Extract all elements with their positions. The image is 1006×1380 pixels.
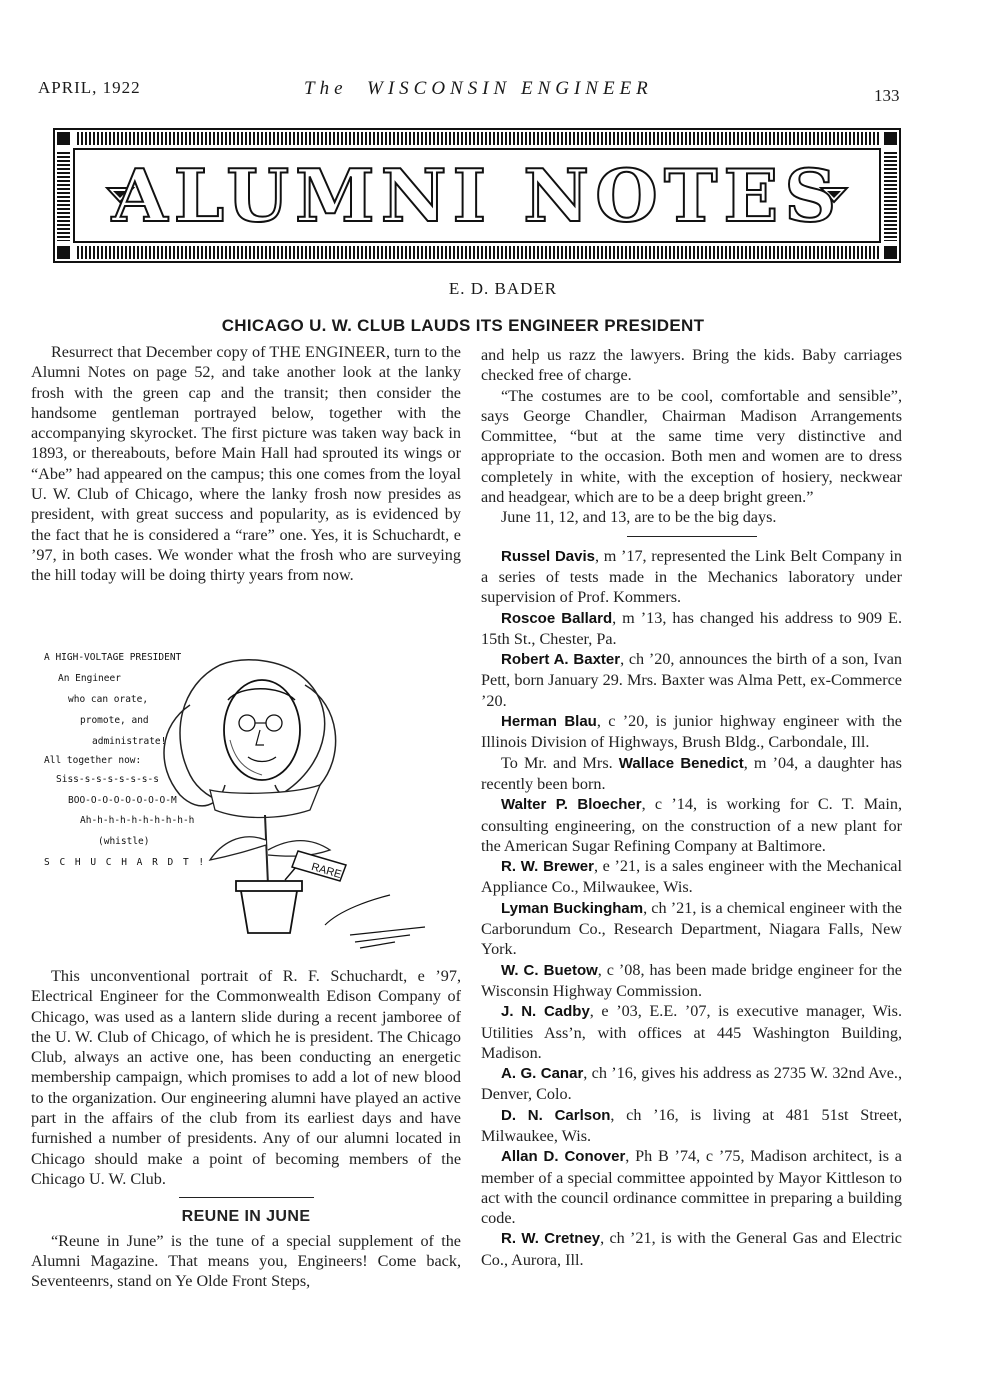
note-text: , m ’17, represented the Link Belt Company in a series of tests made in the Mechanics laboratory under supervision of Prof. Kommers. [481, 546, 902, 607]
alumnus-name: W. C. Buetow [501, 961, 598, 979]
reune-heading: REUNE IN JUNE [181, 1208, 311, 1226]
section-divider [179, 1197, 314, 1198]
verse-line-1: A HIGH-VOLTAGE PRESIDENT [44, 652, 182, 663]
right-column [481, 345, 902, 1270]
alumnus-name: R. W. Brewer [501, 858, 594, 876]
alumni-note [481, 546, 902, 608]
left-column-intro [31, 342, 461, 586]
cartoon-illustration [40, 645, 460, 955]
note-text: , e ’03, E.E. ’07, is executive manager, Wis. Utilities Ass’n, with offices at 445 Washington Building, Madison. [481, 1002, 902, 1062]
verse-line-11: S C H U C H A R D T ! [44, 857, 207, 868]
note-text: , ch ’20, announces the birth of a son, Ivan Pett, born January 29. Mrs. Baxter was Alma Pett, ex-Commerce ’20. [481, 650, 902, 710]
note-text: , e ’21, is a sales engineer with the Mechanical Appliance Co., Milwaukee, Wis. [481, 857, 902, 897]
alumni-note [481, 649, 902, 711]
verse-line-3: who can orate, [68, 694, 149, 705]
alumnus-name: A. G. Canar [501, 1065, 584, 1083]
alumnus-name: D. N. Carlson [501, 1106, 611, 1124]
dates-paragraph: June 11, 12, and 13, are to be the big days. [501, 508, 777, 527]
alumnus-name: Robert A. Baxter [501, 651, 621, 669]
alumni-note [481, 1146, 902, 1228]
alumnus-name: Russel Davis [501, 547, 595, 565]
alumni-note [481, 960, 902, 1002]
alumni-note [481, 1105, 902, 1147]
running-head [38, 78, 906, 104]
left-column-lower [31, 966, 461, 1291]
note-lead: To Mr. and Mrs. [501, 753, 619, 772]
alumnus-name: Herman Blau [501, 713, 597, 731]
note-text: , Ph B ’74, c ’75, Madison architect, is a member of a special committee appointed by Mayor Kittleson to act with the council ordinance committee in preparing a building code. [481, 1147, 902, 1228]
note-text: , m ’13, has changed his address to 909 E. 15th St., Chester, Pa. [481, 608, 902, 648]
costumes-paragraph: “The costumes are to be cool, comfortable and sensible”, says George Chandler, Chairman Madison Arrangements Committee, “but at the same time very distinctive and appropriate to the occasion. Both men and women are to dress completely in white, with the exception of hosiery, neckwear and headgear, which are to be a deep bright green.” [481, 386, 902, 507]
portrait-paragraph: This unconventional portrait of R. F. Schuchardt, e ’97, Electrical Engineer for the Commonwealth Edison Company of Chicago, was used as a lantern slide during a recent jamboree of the U. W. Club of Chicago, of which he is president. The Chicago Club, always an active one, has been conducting an energetic membership campaign, which promises to add a lot of new blood to the organization. Our engineering alumni have played an active part in the affairs of the club from its earliest days and have furnished a number of presidents. Any of our alumni located in Chicago should make a point of becoming members of the Chicago U. W. Club. [31, 967, 461, 1188]
verse-line-7: Siss-s-s-s-s-s-s-s [56, 774, 159, 785]
note-text: , c ’14, is working for C. T. Main, consulting engineering, on the construction of a new plant for the American Sugar Refining Company at Baltimore. [481, 795, 902, 855]
verse-line-8: BOO-O-O-O-O-O-O-O-M [68, 795, 177, 806]
alumni-note [481, 1001, 902, 1063]
note-text: , ch ’16, gives his address as 2735 W. 32nd Ave., Denver, Colo. [481, 1064, 902, 1104]
alumni-note [481, 856, 902, 898]
reune-continued: and help us razz the lawyers. Bring the kids. Baby carriages checked free of charge. [481, 346, 902, 385]
alumni-note [481, 1228, 902, 1270]
alumnus-name: Roscoe Ballard [501, 609, 613, 627]
verse-line-10: (whistle) [98, 836, 150, 847]
byline: E. D. BADER [448, 279, 558, 298]
alumnus-name: Lyman Buckingham [501, 899, 644, 917]
note-text: , ch ’21, is with the General Gas and Electric Co., Aurora, Ill. [481, 1229, 902, 1269]
journal-title [304, 78, 653, 100]
note-text: , c ’08, has been made bridge engineer for the Wisconsin Highway Commission. [481, 960, 902, 1000]
alumni-note [481, 608, 902, 650]
note-text: , ch ’21, is a chemical engineer with the Carborundum Co., Research Department, Niagara Falls, New York. [481, 898, 902, 959]
alumnus-name: J. N. Cadby [501, 1003, 590, 1021]
verse-line-5: administrate! [92, 736, 167, 747]
alumni-note [481, 794, 902, 856]
verse-line-4: promote, and [80, 715, 149, 726]
alumni-note [481, 753, 902, 795]
note-text: , m ’04, a daughter has recently been born. [481, 753, 902, 793]
verse-line-2: An Engineer [58, 673, 121, 684]
intro-paragraph: Resurrect that December copy of THE ENGINEER, turn to the Alumni Notes on page 52, and take another look at the lanky frosh with the green cap and the transit; then consider the handsome gentleman portrayed below, together with the accompanying skyrocket. The first picture was taken way back in 1893, or thereabouts, before Main Hall had sprouted its wings or “Abe” had appeared on the campus; this one comes from the loyal U. W. Club of Chicago, where the lanky frosh now presides as president, with great success and popularity, as is evidenced by the fact that he is considered a “rare” one. Yes, it is Schuchardt, e ’97, in both cases. We wonder what the frosh who are surveying the hill today will be doing thirty years from now. [31, 343, 461, 585]
alumni-notes-banner [53, 128, 901, 263]
journal-name: WISCONSIN ENGINEER [367, 78, 653, 99]
note-text: , c ’20, is junior highway engineer with the Illinois Division of Highways, Brush Bldg., Carbondale, Ill. [481, 712, 902, 752]
article-headline: CHICAGO U. W. CLUB LAUDS ITS ENGINEER PRESIDENT [221, 316, 705, 335]
notes-divider [627, 536, 757, 537]
note-text: , ch ’16, is living at 481 51st Street, Milwaukee, Wis. [481, 1105, 902, 1145]
verse-line-6: All together now: [44, 755, 142, 766]
verse-line-9: Ah-h-h-h-h-h-h-h-h-h [80, 815, 195, 826]
alumni-note [481, 1063, 902, 1105]
alumni-note [481, 898, 902, 960]
alumni-notes-list [481, 546, 902, 1270]
issue-date: APRIL, 1922 [38, 78, 141, 97]
alumnus-name: Allan D. Conover [501, 1148, 626, 1166]
alumni-note [481, 711, 902, 753]
alumnus-name: Wallace Benedict [618, 754, 744, 772]
pot-label: RARE [309, 861, 343, 881]
reune-paragraph: “Reune in June” is the tune of a special supplement of the Alumni Magazine. That means you, Engineers! Come back, Seventeenrs, stand on Ye Olde Front Steps, [31, 1231, 461, 1291]
page-number: 133 [874, 86, 900, 105]
journal-prefix: The [304, 78, 348, 99]
banner-title: ALUMNI NOTES [111, 153, 843, 238]
alumnus-name: R. W. Cretney [501, 1230, 601, 1248]
alumnus-name: Walter P. Bloecher [501, 796, 642, 814]
